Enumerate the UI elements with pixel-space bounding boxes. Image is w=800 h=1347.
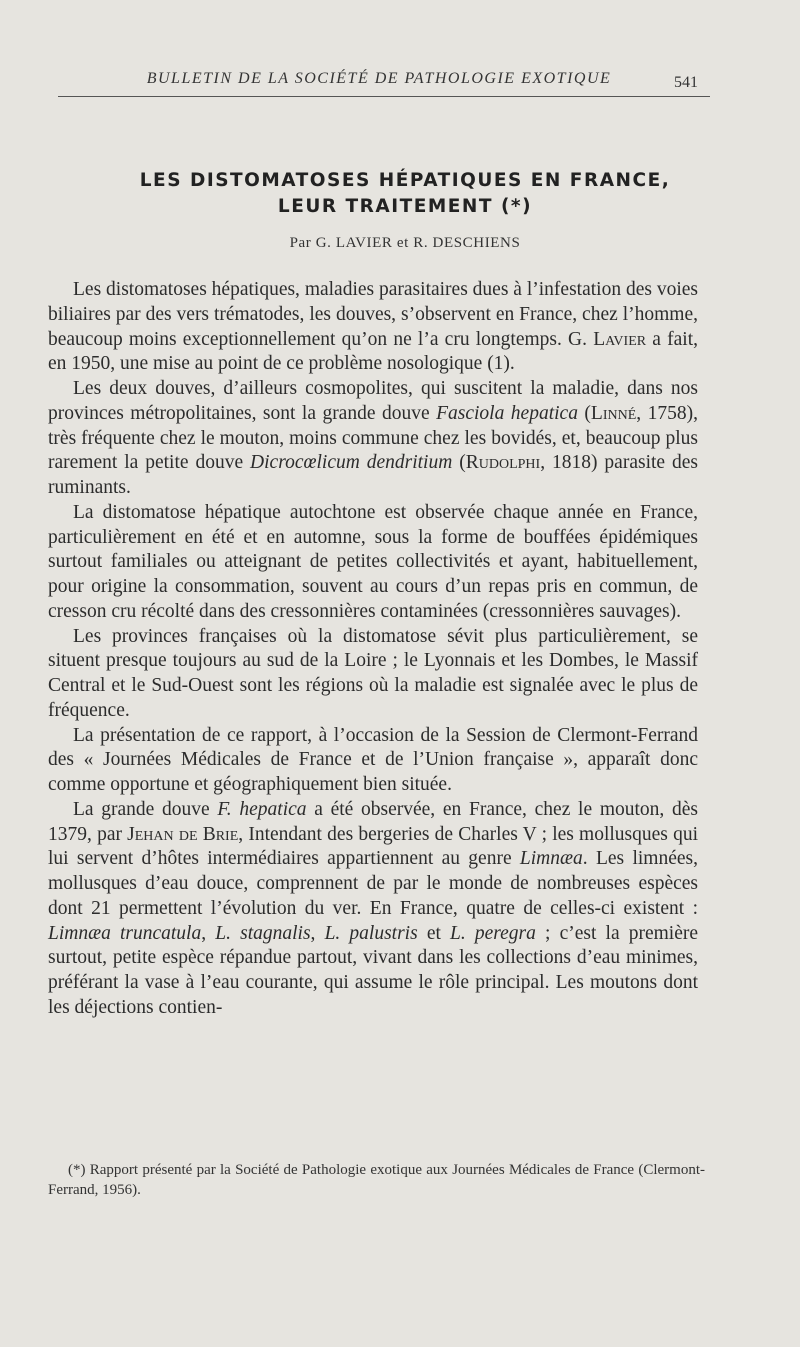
footnote (48, 1160, 705, 1200)
p2-text-d: ( (452, 452, 466, 474)
running-header: BULLETIN DE LA SOCIÉTÉ DE PATHOLOGIE EXOTIQUE (146, 70, 612, 87)
p6-text-d: . Les limnées, mollusques d’eau douce, comprennent de par le monde de nombreuses espèces dont 21 permettent l’évolution du ver. En France, quatre de celles-ci existent : (48, 848, 698, 919)
title-line-2: LEUR TRAITEMENT (*) (277, 196, 533, 217)
p2-text-c: , 1758), très fréquente chez le mouton, moins commune chez les bovidés, et, beaucoup plus rarement la petite douve (48, 402, 698, 474)
species-name: L. peregra (450, 922, 536, 944)
p6-text-h: ; c’est la première surtout, petite espèce répandue partout, vivant dans les collections d’eau minimes, préférant la vase à l’eau courante, qui assume le rôle principal. Les moutons dont les déjections contien- (48, 922, 699, 1018)
species-name: L. palustris (324, 922, 418, 944)
header-rule (58, 96, 710, 97)
species-name: F. hepatica (217, 798, 307, 820)
genus-name: Limnæa (519, 848, 583, 870)
author-name: Lavier (593, 328, 647, 350)
author-name: Linné (590, 402, 637, 424)
species-name: Limnæa truncatula (48, 922, 202, 944)
p2-text-b: ( (577, 402, 591, 424)
author-name: Jehan de Brie (127, 823, 239, 845)
title-line-1: LES DISTOMATOSES HÉPATIQUES EN FRANCE, (139, 170, 671, 191)
byline: Par G. LAVIER et R. DESCHIENS (289, 235, 521, 251)
author-name: Rudolphi (465, 452, 541, 474)
species-name: Dicrocœlicum dendritium (250, 452, 453, 474)
paragraph-2 (48, 377, 698, 501)
paragraph-5: La présentation de ce rapport, à l’occasion de la Session de Clermont-Ferrand des « Journées Médicales de France et de l’Union française », apparaît donc comme opportune et géographiquement bien située. (48, 724, 698, 795)
article-title (60, 168, 750, 220)
paragraph-1 (48, 278, 698, 377)
p6-text-e: , (201, 922, 216, 944)
species-name: Fasciola hepatica (436, 402, 578, 424)
p1-text-b: a fait, en 1950, une mise au point de ce problème nosologique (1). (48, 328, 698, 375)
species-name: L. stagnalis (215, 922, 311, 944)
p6-text-b: a été observée, en France, chez le mouton, dès 1379, par (48, 798, 698, 845)
paragraph-3: La distomatose hépatique autochtone est observée chaque année en France, particulièrement en été et en automne, sous la forme de bouffées épidémiques surtout familiales ou atteignant de petites collectivités et ayant, habituellement, pour origine la consommation, souvent au cours d’un repas pris en commun, de cresson cru récolté dans des cressonnières contaminées (cressonnières sauvages). (48, 501, 698, 622)
p6-text-c: , Intendant des bergeries de Charles V ; les mollusques qui lui servent d’hôtes intermédiaires appartiennent au genre (48, 823, 699, 870)
p6-text-f: , (310, 922, 325, 944)
p2-text-a: Les deux douves, d’ailleurs cosmopolites, qui suscitent la maladie, dans nos provinces métropolitaines, sont la grande douve (48, 378, 698, 424)
p6-text-g: et (417, 922, 451, 944)
paragraph-6 (48, 798, 698, 1021)
paragraph-4: Les provinces françaises où la distomatose sévit plus particulièrement, se situent presque toujours au sud de la Loire ; le Lyonnais et les Dombes, le Massif Central et le Sud-Ouest sont les régions où la maladie est signalée avec le plus de fréquence. (48, 625, 698, 721)
p2-text-e: , 1818) parasite des ruminants. (48, 452, 698, 498)
article-body (48, 278, 698, 1021)
p6-text-a: La grande douve (73, 798, 218, 820)
footnote-text: (*) Rapport présenté par la Société de Pathologie exotique aux Journées Médicales de France (Clermont-Ferrand, 1956). (48, 1162, 705, 1198)
p1-text-a: Les distomatoses hépatiques, maladies parasitaires dues à l’infestation des voies biliaires par des vers trématodes, les douves, s’observent en France, chez l’homme, beaucoup moins exceptionnellement qu’on ne l’a cru longtemps. G. (48, 279, 698, 350)
page-number: 541 (674, 74, 698, 91)
